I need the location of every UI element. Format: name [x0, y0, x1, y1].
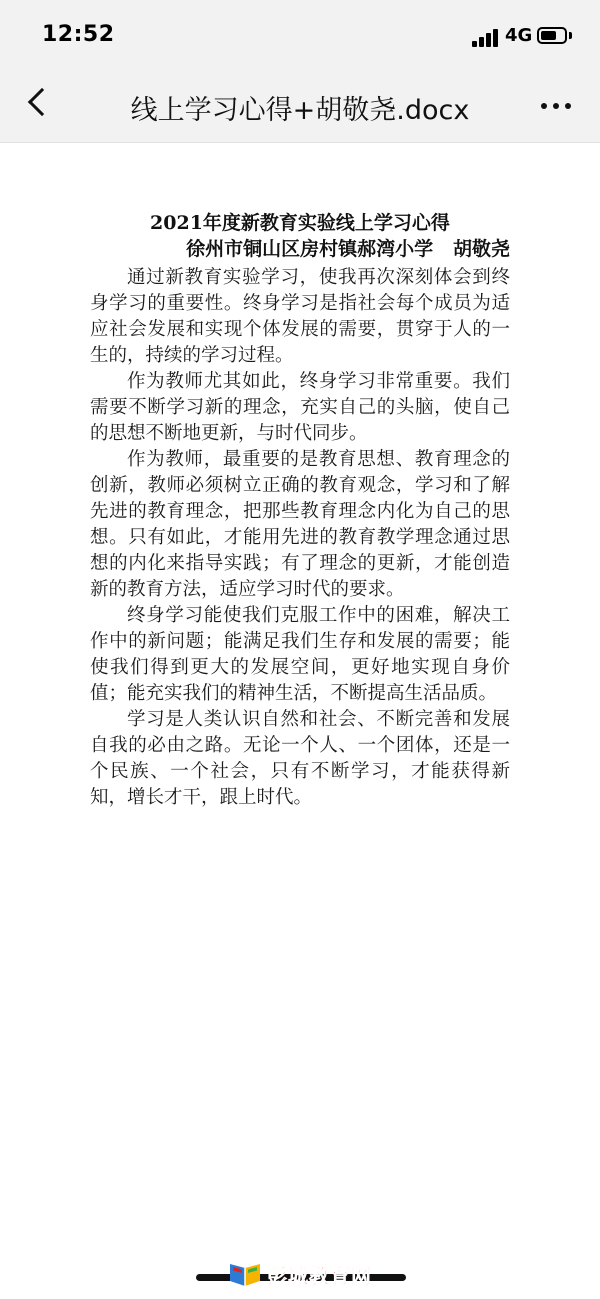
document-page	[90, 210, 510, 811]
app-header	[0, 0, 600, 143]
paragraph: 通过新教育实验学习，使我再次深刻体会到终身学习的重要性。终身学习是指社会每个成员为适应社会发展和实现个体发展的需要，贯穿于人的一生的，持续的学习过程。	[90, 267, 510, 366]
document-filename-title: 线上学习心得+胡敬尧.docx	[130, 95, 470, 126]
paragraph: 学习是人类认识自然和社会、不断完善和发展自我的必由之路。无论一个人、一个团体，还是一个民族、一个社会，只有不断学习，才能获得新知，增长才干，跟上时代。	[90, 709, 510, 808]
paragraph: 作为教师，最重要的是教育思想、教育理念的创新，教师必须树立正确的教育观念，学习和了解先进的教育理念，把那些教育理念内化为自己的思想。只有如此，才能用先进的教育教学理念通过思想的内化来指导实践；有了理念的更新，才能创造新的教育方法，适应学习时代的要求。	[90, 449, 510, 600]
watermark-text: 彭城教育网	[267, 1263, 372, 1288]
paragraph: 终身学习能使我们克服工作中的困难，解决工作中的新问题；能满足我们生存和发展的需要；能使我们得到更大的发展空间，更好地实现自身价值；能充实我们的精神生活，不断提高生活品质。	[90, 605, 510, 704]
cellular-signal-icon	[472, 27, 500, 47]
book-logo-icon	[227, 1259, 263, 1289]
battery-tip	[569, 32, 572, 39]
more-horizontal-icon[interactable]	[536, 93, 576, 117]
watermark	[227, 1258, 372, 1290]
chevron-left-icon[interactable]	[20, 84, 54, 124]
document-title: 2021年度新教育实验线上学习心得	[150, 212, 450, 234]
battery-icon	[537, 27, 567, 44]
paragraph: 作为教师尤其如此，终身学习非常重要。我们需要不断学习新的理念，充实自己的头脑，使自己的思想不断地更新，与时代同步。	[90, 371, 510, 444]
document-author-line: 徐州市铜山区房村镇郝湾小学 胡敬尧	[186, 238, 510, 260]
battery-level	[541, 31, 556, 40]
status-time: 12:52	[42, 22, 115, 47]
network-type: 4G	[505, 25, 533, 46]
